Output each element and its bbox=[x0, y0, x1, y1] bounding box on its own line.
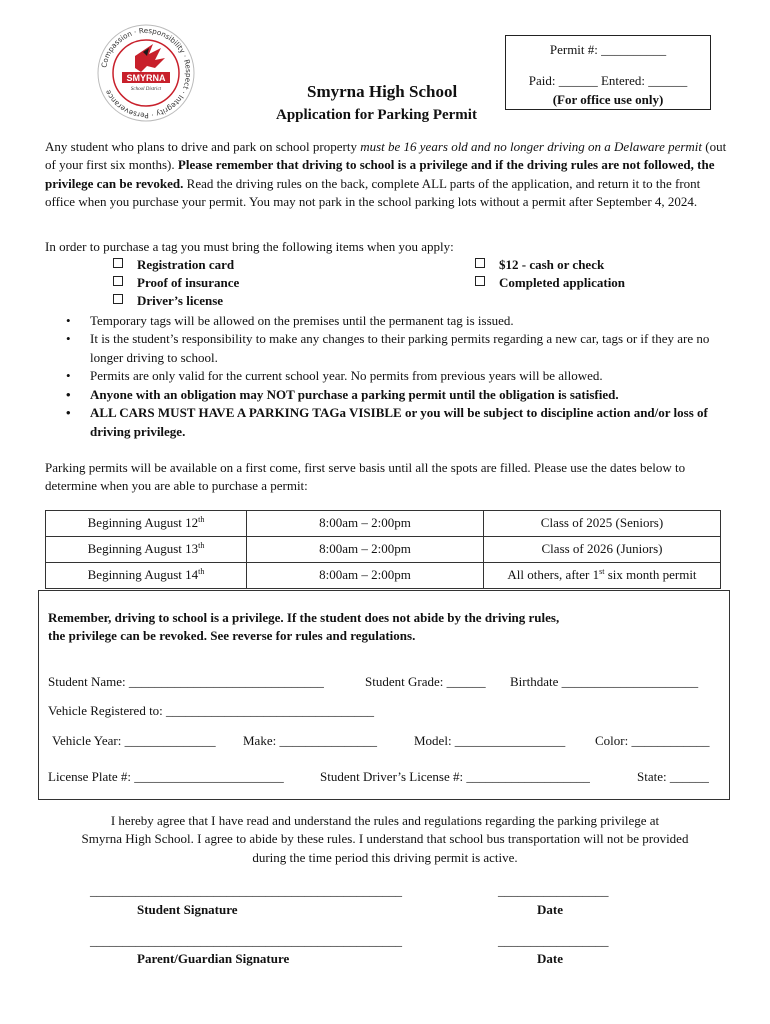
form-title: Application for Parking Permit bbox=[276, 107, 477, 123]
checkbox-icon[interactable] bbox=[113, 276, 123, 286]
state-field[interactable]: State: ______ bbox=[637, 769, 709, 784]
make-field[interactable]: Make: _______________ bbox=[243, 733, 377, 748]
requirement-item: Registration card bbox=[113, 256, 234, 274]
requirement-item: $12 - cash or check bbox=[475, 256, 604, 274]
table-row bbox=[46, 563, 721, 589]
checkbox-icon[interactable] bbox=[113, 258, 123, 268]
school-name: Smyrna High School bbox=[307, 82, 458, 101]
license-plate-field[interactable]: License Plate #: _______________________ bbox=[48, 769, 284, 784]
agreement-statement bbox=[40, 812, 730, 867]
student-info-form bbox=[38, 590, 730, 800]
reminder-line-1: Remember, driving to school is a privilege. If the student does not abide by the driving rules, bbox=[48, 610, 560, 625]
requirement-item: Proof of insurance bbox=[113, 274, 239, 292]
office-use-note: (For office use only) bbox=[552, 92, 664, 107]
checkbox-icon[interactable] bbox=[113, 294, 123, 304]
rules-bullet-list bbox=[62, 312, 730, 441]
student-date-label: Date bbox=[537, 902, 563, 917]
schedule-time: 8:00am – 2:00pm bbox=[247, 537, 484, 563]
office-use-box bbox=[505, 35, 711, 110]
reminder-line-2: the privilege can be revoked. See reverse for rules and regulations. bbox=[48, 628, 416, 643]
vehicle-year-field[interactable]: Vehicle Year: ______________ bbox=[52, 733, 216, 748]
bullet-item: • ALL CARS MUST HAVE A PARKING TAGa VISIBLE or you will be subject to discipline action and/or loss of driving privilege. bbox=[66, 405, 708, 439]
color-field[interactable]: Color: ____________ bbox=[595, 733, 710, 748]
schedule-group: Class of 2025 (Seniors) bbox=[484, 511, 721, 537]
bullet-item: • Anyone with an obligation may NOT purchase a parking permit until the obligation is satisfied. bbox=[62, 386, 730, 404]
parent-date-line[interactable]: _________________ bbox=[498, 933, 609, 948]
student-date-line[interactable]: _________________ bbox=[498, 883, 609, 898]
parent-signature-line[interactable]: ________________________________________________ bbox=[90, 933, 402, 948]
intro-text-3: Read the driving rules on the back, complete ALL parts of the application, and return it to the front office when you purchase your permit. You may not park in the school parking lots without a permit after September 4, 2024. bbox=[45, 175, 701, 210]
requirement-item: Driver’s license bbox=[113, 292, 223, 310]
intro-text-1: Any student who plans to drive and park on school property bbox=[45, 139, 361, 154]
table-row bbox=[46, 511, 721, 537]
bullet-item: • It is the student’s responsibility to make any changes to their parking permits regarding a new car, tags or if they are no longer driving to school. bbox=[66, 331, 710, 365]
model-field[interactable]: Model: _________________ bbox=[414, 733, 566, 748]
intro-privilege-warning: Please remember that driving to school is a privilege and if the driving rules are not followed, the privilege can be revoked. bbox=[45, 157, 715, 191]
bullet-item: • Permits are only valid for the current school year. No permits from previous years will be allowed. bbox=[62, 367, 730, 385]
table-row bbox=[46, 537, 721, 563]
schedule-group: Class of 2026 (Juniors) bbox=[484, 537, 721, 563]
student-signature-label: Student Signature bbox=[137, 902, 238, 917]
schedule-day: Beginning August 12th bbox=[46, 511, 247, 537]
requirement-item: Completed application bbox=[475, 274, 625, 292]
agreement-line-2: Smyrna High School. I agree to abide by these rules. I understand that school bus transportation will not be provided bbox=[81, 831, 689, 847]
student-signature-line[interactable]: ________________________________________________ bbox=[90, 883, 402, 898]
bullet-icon: • bbox=[66, 313, 71, 328]
bullet-icon: • bbox=[66, 368, 71, 384]
logo-seal-icon bbox=[95, 22, 197, 124]
paid-entered-field[interactable]: Paid: ______ Entered: ______ bbox=[528, 73, 688, 88]
intro-text-2: (out of your first six months). bbox=[45, 139, 727, 173]
requirements-intro: In order to purchase a tag you must bring the following items when you apply: bbox=[45, 239, 454, 254]
schedule-time: 8:00am – 2:00pm bbox=[247, 511, 484, 537]
parent-date-label: Date bbox=[537, 951, 563, 966]
bullet-icon: • bbox=[66, 405, 71, 421]
drivers-license-field[interactable]: Student Driver’s License #: ___________________ bbox=[320, 769, 590, 784]
intro-paragraph bbox=[45, 138, 730, 212]
schedule-day: Beginning August 14th bbox=[46, 563, 247, 589]
vehicle-registered-field[interactable]: Vehicle Registered to: ________________________________ bbox=[48, 703, 375, 718]
parent-signature-label: Parent/Guardian Signature bbox=[137, 951, 290, 966]
birthdate-field[interactable]: Birthdate _____________________ bbox=[510, 674, 699, 689]
logo-subtext: School District bbox=[130, 87, 162, 92]
schedule-table bbox=[45, 510, 721, 589]
bullet-icon: • bbox=[66, 386, 71, 402]
logo-brand-text: SMYRNA bbox=[126, 73, 166, 83]
student-name-field[interactable]: Student Name: ______________________________ bbox=[48, 674, 324, 689]
checkbox-icon[interactable] bbox=[475, 258, 485, 268]
availability-paragraph: Parking permits will be available on a first come, first serve basis until all the spots are filled. Please use the dates below to determine when you are able to purchase a permit: bbox=[45, 460, 686, 494]
permit-number-field[interactable]: Permit #: __________ bbox=[549, 42, 667, 57]
student-grade-field[interactable]: Student Grade: ______ bbox=[365, 674, 486, 689]
intro-age-requirement: must be 16 years old and no longer driving on a Delaware permit bbox=[360, 139, 703, 154]
agreement-line-3: during the time period this driving permit is active. bbox=[252, 849, 518, 865]
checkbox-icon[interactable] bbox=[475, 276, 485, 286]
bullet-icon: • bbox=[66, 331, 71, 347]
schedule-day: Beginning August 13th bbox=[46, 537, 247, 563]
schedule-group: All others, after 1st six month permit bbox=[484, 563, 721, 589]
bullet-item: • Temporary tags will be allowed on the premises until the permanent tag is issued. bbox=[62, 312, 730, 330]
logo-ring-text: Compassion · Responsibility · Respect · Integrity · Perseverance bbox=[99, 25, 194, 121]
school-district-logo bbox=[95, 22, 197, 124]
agreement-line-1: I hereby agree that I have read and understand the rules and regulations regarding the parking privilege at bbox=[110, 813, 660, 828]
schedule-time: 8:00am – 2:00pm bbox=[247, 563, 484, 589]
